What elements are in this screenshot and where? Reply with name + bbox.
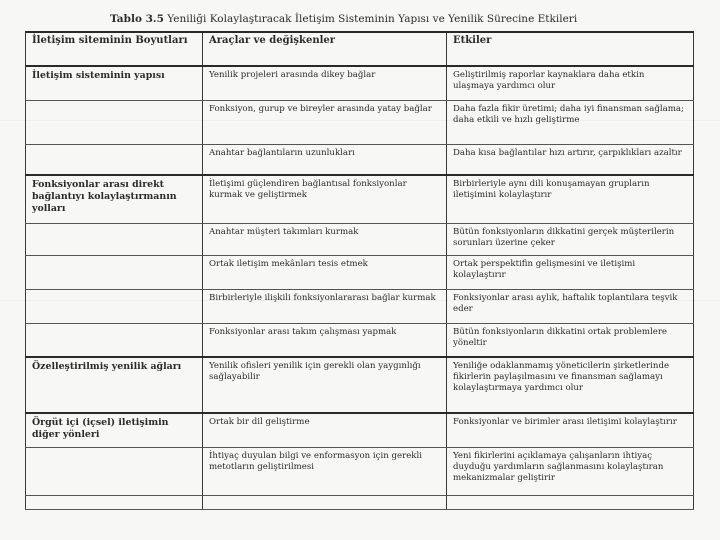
header-effects: Etkiler [447,32,694,66]
tool-cell: Fonksiyon, gurup ve bireyler arasında yatay bağlar [203,100,447,144]
table-row [26,323,694,357]
cut-off-cell [26,495,203,509]
tool-cell: Ortak iletişim mekânları tesis etmek [203,255,447,289]
table-row-cut-off [26,495,694,509]
table-caption [110,13,577,25]
dimension-cell: Örgüt içi (içsel) iletişimin diğer yönleri [26,413,203,447]
dimension-cell: Fonksiyonlar arası direkt bağlantıyı kolaylaştırmanın yolları [26,175,203,223]
effect-cell: Daha fazla fikir üretimi; daha iyi finansman sağlama; daha etkili ve hızlı geliştirme [447,100,694,144]
tool-cell: Yenilik ofisleri yenilik için gerekli olan yaygınlığı sağlayabilir [203,357,447,413]
effect-cell: Bütün fonksiyonların dikkatini ortak problemlere yöneltir [447,323,694,357]
effect-cell: Bütün fonksiyonların dikkatini gerçek müşterilerin sorunları üzerine çeker [447,223,694,255]
table-row [26,175,694,223]
table-row [26,66,694,100]
cut-off-cell [203,495,447,509]
tool-cell: İletişimi güçlendiren bağlantısal fonksiyonlar kurmak ve geliştirmek [203,175,447,223]
table-row [26,223,694,255]
innovation-communication-table [25,31,694,510]
table-row [26,289,694,323]
table-row [26,413,694,447]
effect-cell: Ortak perspektifin gelişmesini ve iletişimi kolaylaştırır [447,255,694,289]
tool-cell: Yenilik projeleri arasında dikey bağlar [203,66,447,100]
header-tools: Araçlar ve değişkenler [203,32,447,66]
tool-cell: Birbirleriyle ilişkili fonksiyonlararası bağlar kurmak [203,289,447,323]
effect-cell: Yeniliğe odaklanmamış yöneticilerin şirketlerinde fikirlerin paylaşılmasını ve finansman sağlamayı kolaylaştırmaya yardımcı olur [447,357,694,413]
header-dimensions: İletişim siteminin Boyutları [26,32,203,66]
effect-cell: Yeni fikirlerini açıklamaya çalışanların ihtiyaç duyduğu yardımların sağlanmasını kolaylaştıran mekanizmalar geliştirir [447,447,694,495]
tool-cell: Anahtar müşteri takımları kurmak [203,223,447,255]
table-row [26,357,694,413]
tool-cell: Ortak bir dil geliştirme [203,413,447,447]
effect-cell: Fonksiyonlar arası aylık, haftalık toplantılara teşvik eder [447,289,694,323]
effect-cell: Fonksiyonlar ve birimler arası iletişimi kolaylaştırır [447,413,694,447]
cut-off-cell [447,495,694,509]
effect-cell: Birbirleriyle aynı dili konuşamayan grupların iletişimini kolaylaştırır [447,175,694,223]
dimension-cell [26,323,203,357]
caption-label: Tablo 3.5 [110,13,164,25]
dimension-cell: Özelleştirilmiş yenilik ağları [26,357,203,413]
dimension-cell: İletişim sisteminin yapısı [26,66,203,100]
dimension-cell [26,289,203,323]
table-header-row [26,32,694,66]
tool-cell: İhtiyaç duyulan bilgi ve enformasyon için gerekli metotların geliştirilmesi [203,447,447,495]
tool-cell: Anahtar bağlantıların uzunlukları [203,144,447,175]
effect-cell: Daha kısa bağlantılar hızı artırır, çarpıklıkları azaltır [447,144,694,175]
caption-text: Yeniliği Kolaylaştıracak İletişim Sisteminin Yapısı ve Yenilik Sürecine Etkileri [167,13,578,25]
table-row [26,100,694,144]
dimension-cell [26,223,203,255]
effect-cell: Geliştirilmiş raporlar kaynaklara daha etkin ulaşmaya yardımcı olur [447,66,694,100]
table-row [26,144,694,175]
dimension-cell [26,255,203,289]
tool-cell: Fonksiyonlar arası takım çalışması yapmak [203,323,447,357]
dimension-cell [26,144,203,175]
table-row [26,255,694,289]
dimension-cell [26,447,203,495]
table-row [26,447,694,495]
dimension-cell [26,100,203,144]
